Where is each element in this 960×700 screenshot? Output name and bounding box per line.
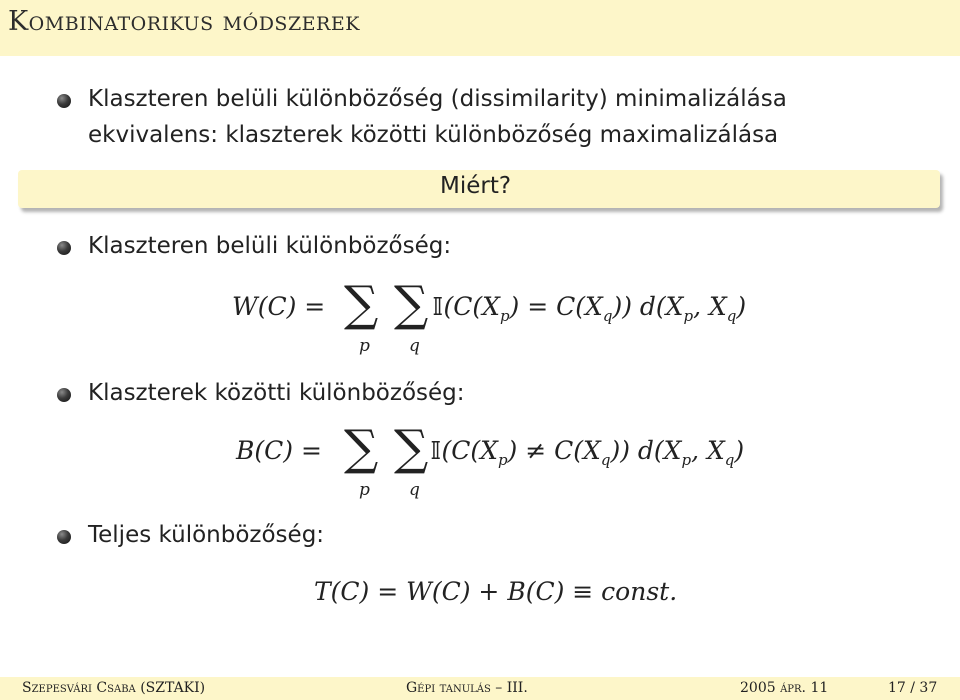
bullet-3-text: Klaszterek közötti különbözőség: <box>88 380 465 406</box>
why-banner <box>18 170 940 208</box>
sum-index-p: p <box>359 336 370 356</box>
bullet-icon <box>57 241 71 255</box>
formula-between-body: $𝕀(C(X_p) \ne C(X_q))$ $d(X_p$, $X_q$) <box>430 436 745 469</box>
formula-within-body: $𝕀(C(X_p) = C(X_q))$ $d(X_p$, $X_q$) <box>432 292 747 325</box>
footer-author: Szepesvári Csaba (SZTAKI) <box>22 680 206 696</box>
sum-index-q: q <box>409 480 420 500</box>
formula-between <box>236 420 836 506</box>
formula-total: T(C) = W(C) + B(C) ≡ const. <box>314 577 678 606</box>
formula-between-lhs: B(C) = <box>236 436 322 465</box>
sum-index-q: q <box>409 336 420 356</box>
sum-symbol: ∑ <box>344 276 379 332</box>
sum-symbol: ∑ <box>394 276 429 332</box>
formula-within <box>232 276 832 362</box>
sum-symbol: ∑ <box>344 420 379 476</box>
bullet-4-text: Teljes különbözőség: <box>88 522 325 548</box>
bullet-1-line-1: Klaszteren belüli különbözőség (dissimilarity) minimalizálása <box>88 86 787 112</box>
bullet-icon <box>57 94 71 108</box>
bullet-icon <box>57 530 71 544</box>
formula-within-lhs: W(C) = <box>232 292 326 321</box>
sum-index-p: p <box>359 480 370 500</box>
slide-title: Kombinatorikus módszerek <box>8 6 360 37</box>
bullet-2-text: Klaszteren belüli különbözőség: <box>88 233 452 259</box>
bullet-icon <box>57 388 71 402</box>
title-bar <box>0 0 960 56</box>
bullet-1-line-2: ekvivalens: klaszterek közötti különbözőség maximalizálása <box>88 122 779 148</box>
footer-page-number: 17 / 37 <box>888 680 938 696</box>
sum-symbol: ∑ <box>394 420 429 476</box>
footer-date: 2005 ápr. 11 <box>740 680 829 696</box>
footer-bar <box>0 677 960 700</box>
why-banner-text: Miért? <box>440 173 512 199</box>
footer-course: Gépi tanulás – III. <box>406 680 528 696</box>
